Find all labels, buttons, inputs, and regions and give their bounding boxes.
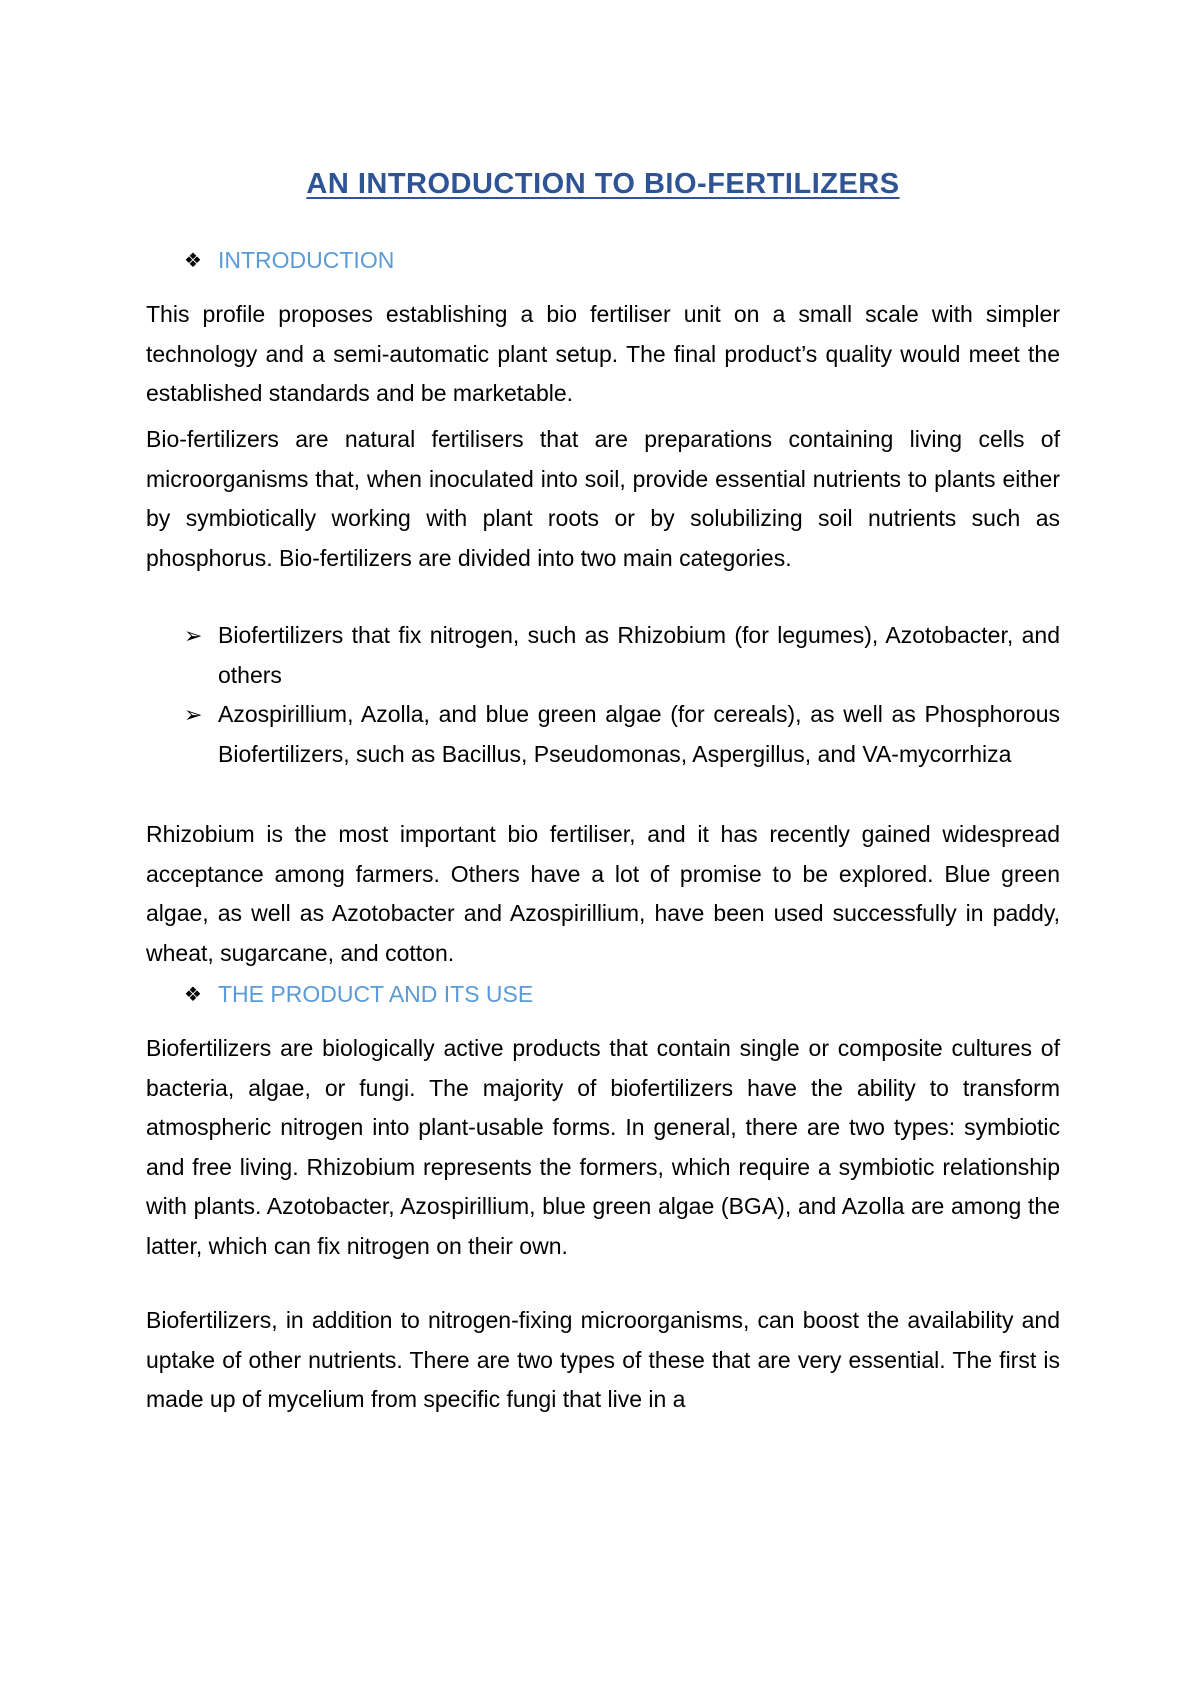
- paragraph: Rhizobium is the most important bio fertiliser, and it has recently gained widespread acceptance among farmers. Others have a lot of promise to be explored. Blue green algae, as well as Azotobacter and Azospirillium, have been used successfully in paddy, wheat, sugarcane, and cotton.: [146, 821, 1060, 966]
- section-heading-introduction: [184, 247, 394, 274]
- list-item-text: Biofertilizers that fix nitrogen, such as Rhizobium (for legumes), Azotobacter, and others: [218, 622, 1060, 688]
- arrow-bullet-icon: ➢: [184, 623, 203, 648]
- list-item: [184, 616, 1060, 695]
- list-item-text: Azospirillium, Azolla, and blue green algae (for cereals), as well as Phosphorous Biofertilizers, such as Bacillus, Pseudomonas, Aspergillus, and VA-mycorrhiza: [218, 701, 1060, 767]
- diamond-bullet-icon: ❖: [184, 250, 202, 272]
- section-heading-product-and-use: [184, 981, 533, 1008]
- diamond-bullet-icon: ❖: [184, 984, 202, 1006]
- section-heading-label: INTRODUCTION: [218, 247, 395, 273]
- paragraph: Biofertilizers, in addition to nitrogen-fixing microorganisms, can boost the availability and uptake of other nutrients. There are two types of these that are very essential. The first is made up of mycelium from specific fungi that live in a: [146, 1307, 1060, 1412]
- paragraph: Biofertilizers are biologically active products that contain single or composite cultures of bacteria, algae, or fungi. The majority of biofertilizers have the ability to transform atmospheric nitrogen into plant-usable forms. In general, there are two types: symbiotic and free living. Rhizobium represents the formers, which require a symbiotic relationship with plants. Azotobacter, Azospirillium, blue green algae (BGA), and Azolla are among the latter, which can fix nitrogen on their own.: [146, 1035, 1060, 1259]
- arrow-bullet-icon: ➢: [184, 702, 203, 727]
- document-title: AN INTRODUCTION TO BIO-FERTILIZERS: [306, 168, 900, 200]
- bullet-list: [184, 616, 1060, 774]
- paragraph: This profile proposes establishing a bio fertiliser unit on a small scale with simpler technology and a semi-automatic plant setup. The final product’s quality would meet the established standards and be marketable.: [146, 301, 1060, 406]
- paragraph: Bio-fertilizers are natural fertilisers that are preparations containing living cells of microorganisms that, when inoculated into soil, provide essential nutrients to plants either by symbiotically working with plant roots or by solubilizing soil nutrients such as phosphorus. Bio-fertilizers are divided into two main categories.: [146, 426, 1060, 571]
- section-heading-label: THE PRODUCT AND ITS USE: [218, 981, 534, 1007]
- list-item: [184, 695, 1060, 774]
